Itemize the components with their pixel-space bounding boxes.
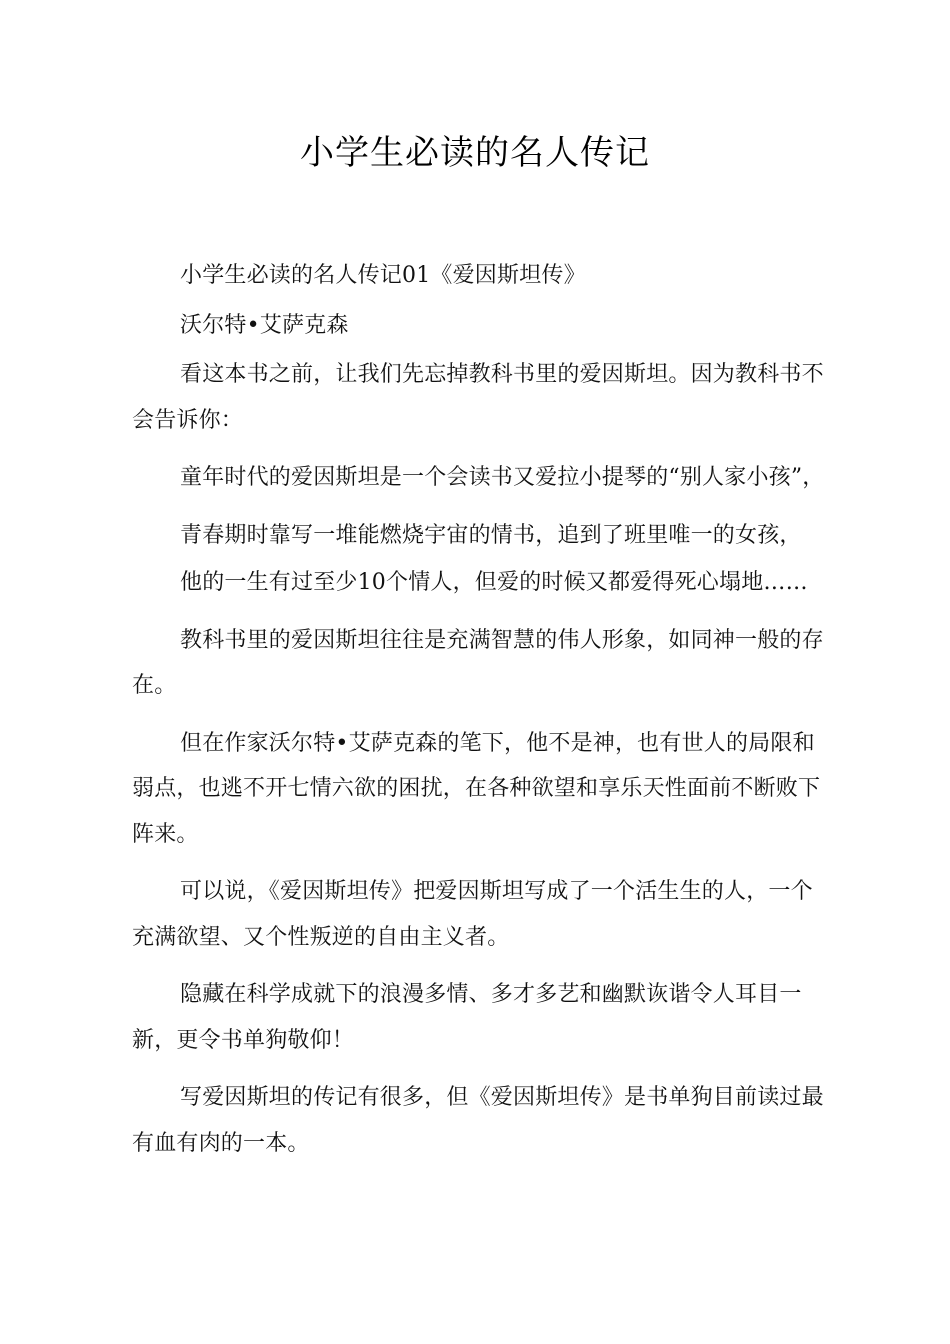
paragraph-intro: 看这本书之前，让我们先忘掉教科书里的爱因斯坦。因为教科书不会告诉你： [132,362,824,433]
paragraph-author-view: 但在作家沃尔特•艾萨克森的笔下，他不是神，也有世人的局限和弱点，也逃不开七情六欲的困扰，在各种欲望和享乐天性面前不断败下阵来。 [132,730,821,847]
paragraph-romance: 隐藏在科学成就下的浪漫多情、多才多艺和幽默诙谐令人耳目一新，更令书单狗敬仰！ [132,982,802,1053]
paragraph-childhood: 童年时代的爱因斯坦是一个会读书又爱拉小提琴的“别人家小孩”， [180,465,825,490]
document-body [132,253,828,1178]
paragraph-lovers: 他的一生有过至少10个情人，但爱的时候又都爱得死心塌地…… [180,570,808,595]
document-title: 小学生必读的名人传记 [300,133,650,173]
paragraph-textbook-image: 教科书里的爱因斯坦往往是充满智慧的伟人形象，如同神一般的存在。 [132,627,824,698]
paragraph-author: 沃尔特•艾萨克森 [180,312,349,338]
paragraph-recommendation: 写爱因斯坦的传记有很多，但《爱因斯坦传》是书单狗目前读过最有血有肉的一本。 [132,1085,824,1156]
paragraph-living-person: 可以说，《爱因斯坦传》把爱因斯坦写成了一个活生生的人，一个充满欲望、又个性叛逆的自由主义者。 [132,879,813,950]
paragraph-book-heading: 小学生必读的名人传记01《爱因斯坦传》 [180,263,586,288]
paragraph-youth: 青春期时靠写一堆能燃烧宇宙的情书，追到了班里唯一的女孩， [180,522,802,548]
